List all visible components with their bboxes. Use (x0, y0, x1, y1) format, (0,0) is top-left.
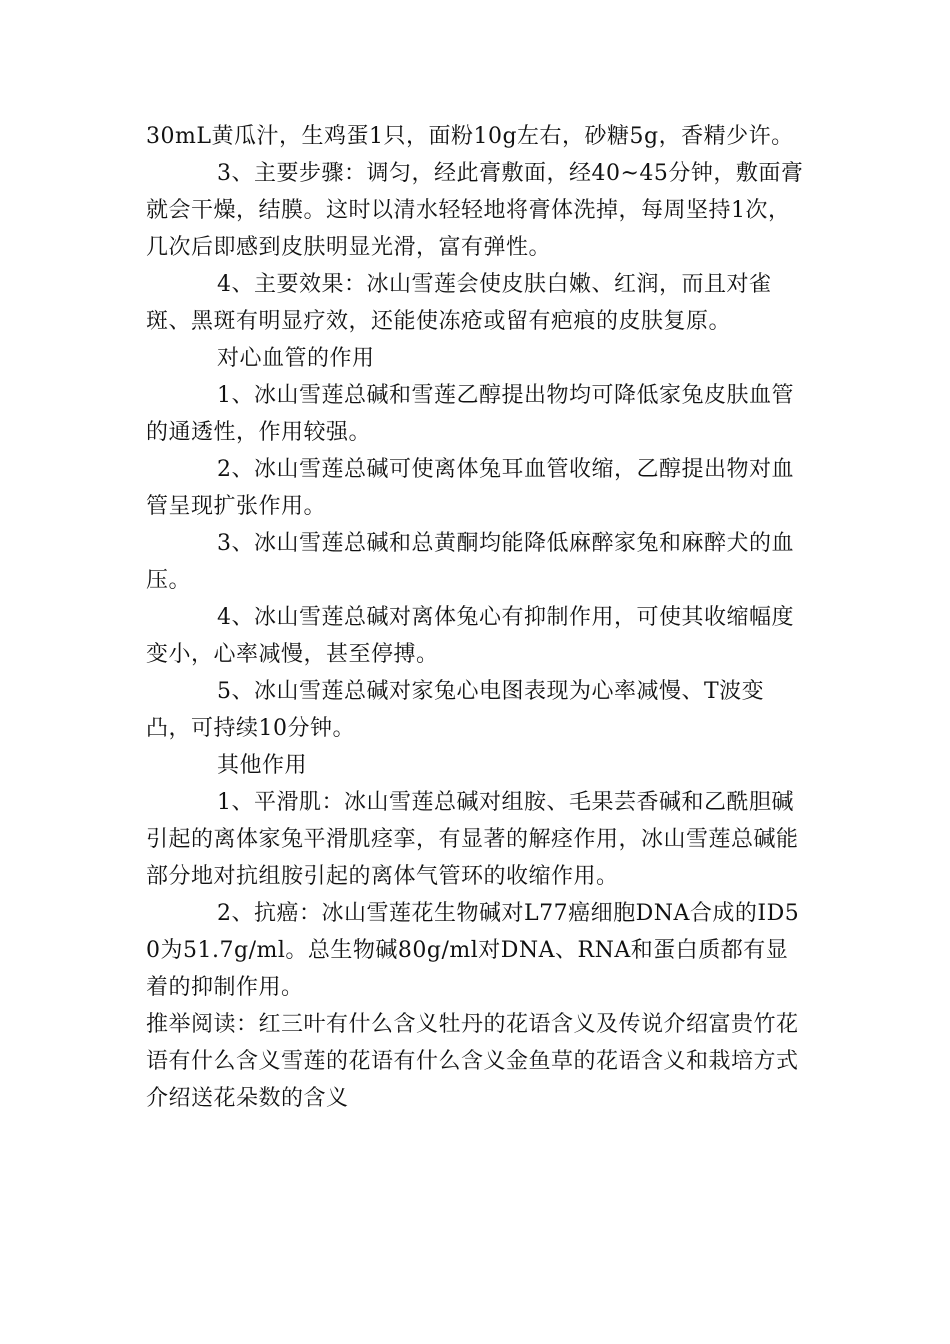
paragraph-cardio-4: 4、冰山雪莲总碱对离体兔心有抑制作用，可使其收缩幅度变小，心率减慢，甚至停搏。 (146, 605, 794, 667)
section-heading-other-effects: 其他作用 (217, 753, 308, 778)
paragraph-other-2: 2、抗癌：冰山雪莲花生物碱对L77癌细胞DNA合成的ID50为51.7g/ml。总生物碱80g/ml对DNA、RNA和蛋白质都有显着的抑制作用。 (146, 901, 800, 1000)
paragraph-cardio-3: 3、冰山雪莲总碱和总黄酮均能降低麻醉家兔和麻醉犬的血压。 (146, 531, 794, 593)
paragraph-other-1: 1、平滑肌：冰山雪莲总碱对组胺、毛果芸香碱和乙酰胆碱引起的离体家兔平滑肌痉挛，有显著的解痉作用，冰山雪莲总碱能部分地对抗组胺引起的离体气管环的收缩作用。 (146, 790, 799, 889)
paragraph-recommended-reading: 推举阅读：红三叶有什么含义牡丹的花语含义及传说介绍富贵竹花语有什么含义雪莲的花语有什么含义金鱼草的花语含义和栽培方式介绍送花朵数的含义 (146, 1012, 799, 1111)
paragraph-step-4: 4、主要效果：冰山雪莲会使皮肤白嫩、红润，而且对雀斑、黑斑有明显疗效，还能使冻疮或留有疤痕的皮肤复原。 (146, 272, 772, 334)
paragraph-step-3: 3、主要步骤：调匀，经此膏敷面，经40~45分钟，敷面膏就会干燥，结膜。这时以清水轻轻地将膏体洗掉，每周坚持1次，几次后即感到皮肤明显光滑，富有弹性。 (146, 161, 804, 260)
paragraph-cardio-2: 2、冰山雪莲总碱可使离体兔耳血管收缩，乙醇提出物对血管呈现扩张作用。 (146, 457, 794, 519)
document-body (146, 118, 806, 1117)
paragraph-cardio-1: 1、冰山雪莲总碱和雪莲乙醇提出物均可降低家兔皮肤血管的通透性，作用较强。 (146, 383, 794, 445)
section-heading-cardiovascular: 对心血管的作用 (217, 346, 375, 371)
paragraph-ingredients: 30mL黄瓜汁，生鸡蛋1只，面粉10g左右，砂糖5g，香精少许。 (146, 124, 794, 149)
paragraph-cardio-5: 5、冰山雪莲总碱对家兔心电图表现为心率减慢、T波变凸，可持续10分钟。 (146, 679, 765, 741)
